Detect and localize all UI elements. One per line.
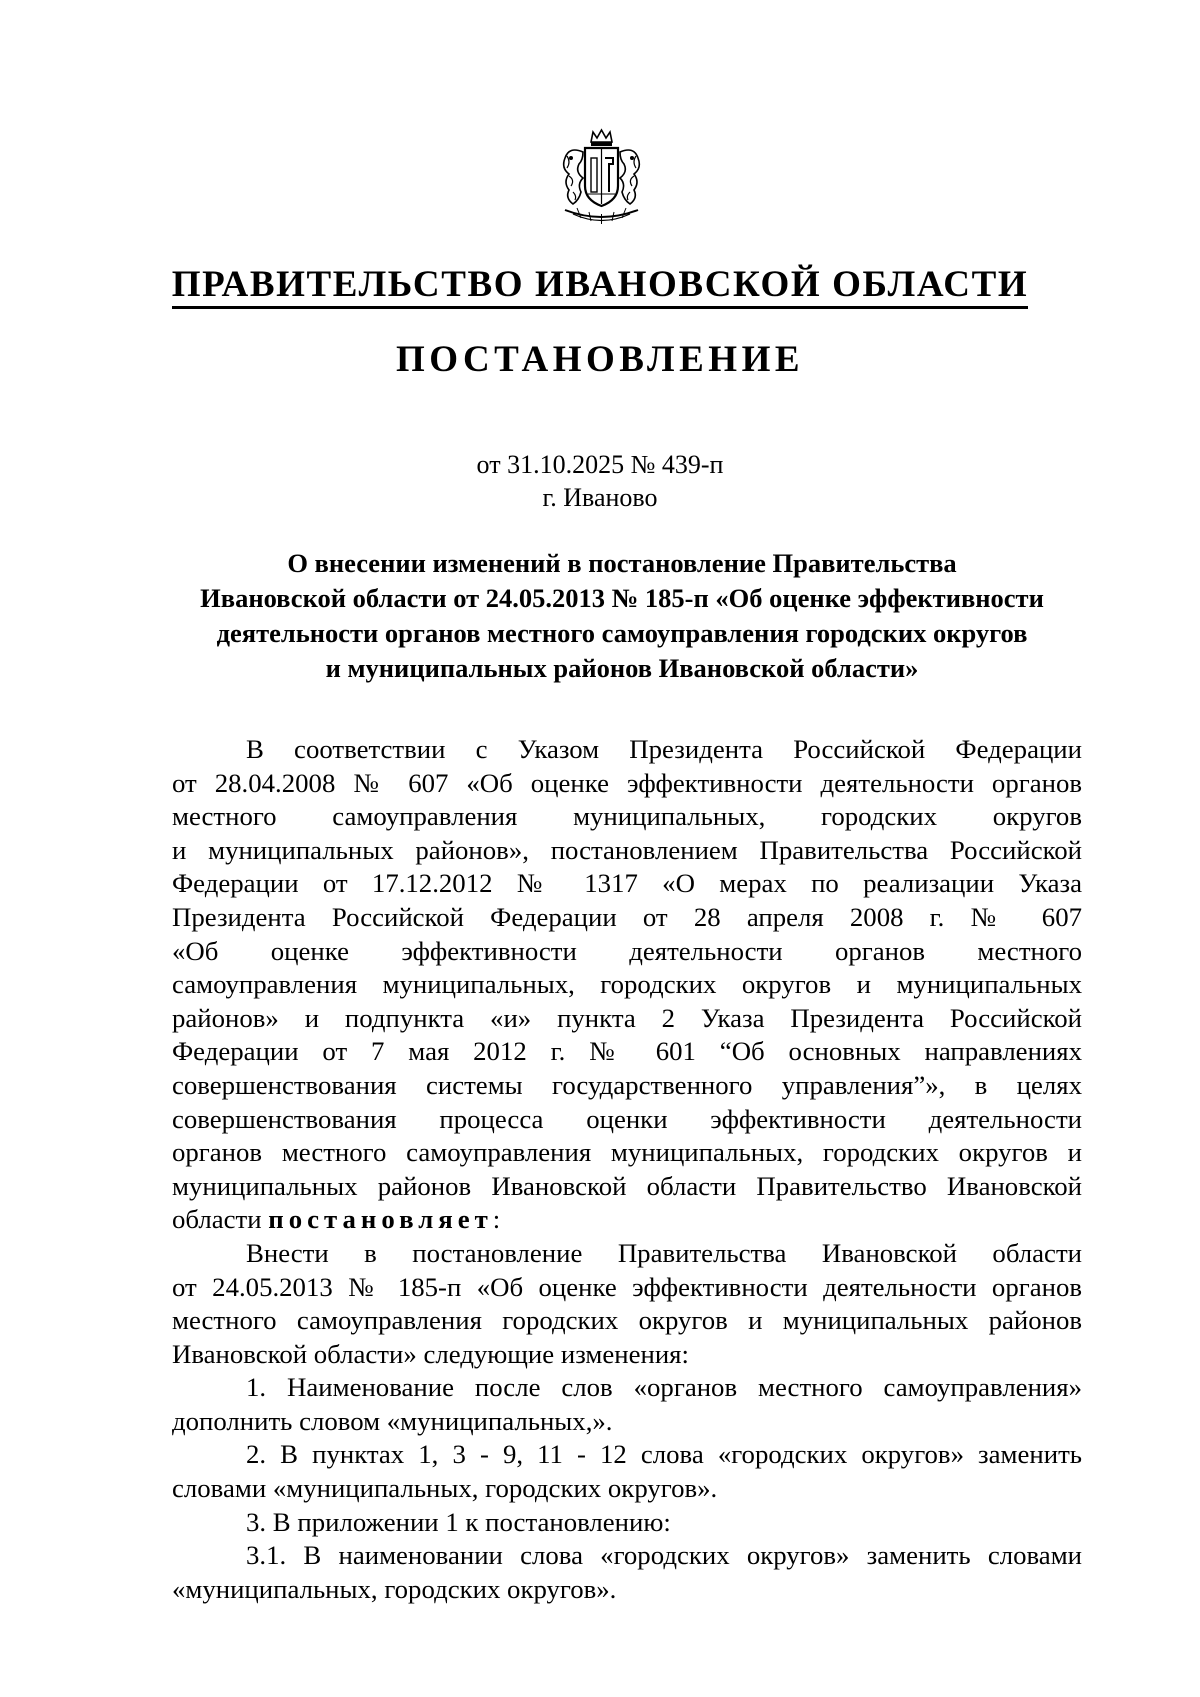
preamble-line: муниципальных районов Ивановской области Правительство Ивановской xyxy=(172,1170,1082,1201)
resolves-word: постановляет xyxy=(268,1204,493,1235)
item-3-1-line: «муниципальных, городских округов». xyxy=(172,1573,617,1604)
subject-line: Ивановской области от 24.05.2013 № 185-п «Об оценке эффективности xyxy=(200,583,1044,613)
preamble-line: местного самоуправления муниципальных, городских округов xyxy=(172,801,1082,832)
subject-line: О внесении изменений в постановление Правительства xyxy=(287,548,957,578)
subject-line: деятельности органов местного самоуправления городских округов xyxy=(216,618,1028,648)
preamble-line: совершенствования системы государственного управления”», в целях xyxy=(172,1069,1082,1100)
introduce-line: Ивановской области» следующие изменения: xyxy=(172,1338,689,1369)
item-1-line: 1. Наименование после слов «органов местного самоуправления» xyxy=(246,1372,1082,1403)
preamble-line: Президента Российской Федерации от 28 апреля 2008 г. № 607 xyxy=(172,901,1082,932)
preamble-line: Федерации от 7 мая 2012 г. № 601 “Об основных направлениях xyxy=(172,1036,1082,1067)
preamble-line: от 28.04.2008 № 607 «Об оценке эффективности деятельности органов xyxy=(172,767,1082,798)
document-date-number: от 31.10.2025 № 439-п xyxy=(476,450,724,479)
preamble-line: «Об оценке эффективности деятельности органов местного xyxy=(172,935,1082,966)
subject-line: и муниципальных районов Ивановской области» xyxy=(325,653,919,683)
item-2-line: 2. В пунктах 1, 3 - 9, 11 - 12 слова «городских округов» заменить xyxy=(246,1439,1082,1470)
preamble-line: районов» и подпункта «и» пункта 2 Указа Президента Российской xyxy=(172,1002,1082,1033)
preamble-line: органов местного самоуправления муниципальных, городских округов и xyxy=(172,1137,1082,1168)
item-1-line: дополнить словом «муниципальных,». xyxy=(172,1405,613,1436)
preamble-last-suffix: : xyxy=(492,1204,501,1235)
preamble-line: В соответствии с Указом Президента Российской Федерации xyxy=(246,734,1082,764)
preamble-line: Федерации от 17.12.2012 № 1317 «О мерах по реализации Указа xyxy=(172,868,1082,899)
coat-of-arms-ivanovo-icon xyxy=(555,128,648,228)
preamble-line: совершенствования процесса оценки эффективности деятельности xyxy=(172,1103,1082,1134)
preamble-line: самоуправления муниципальных, городских округов и муниципальных xyxy=(172,969,1082,1000)
document-body xyxy=(172,733,1082,1606)
preamble-line: и муниципальных районов», постановлением Правительства Российской xyxy=(172,834,1082,865)
organization-title xyxy=(0,262,1200,308)
item-3-line: 3. В приложении 1 к постановлению: xyxy=(246,1506,671,1537)
organization-title-text: ПРАВИТЕЛЬСТВО ИВАНОВСКОЙ ОБЛАСТИ xyxy=(172,264,1029,309)
item-3-1-line: 3.1. В наименовании слова «городских округов» заменить словами xyxy=(246,1540,1082,1571)
introduce-line: от 24.05.2013 № 185-п «Об оценке эффективности деятельности органов xyxy=(172,1271,1082,1302)
introduce-line: местного самоуправления городских округов и муниципальных районов xyxy=(172,1305,1082,1336)
item-2-line: словами «муниципальных, городских округов». xyxy=(172,1473,718,1504)
document-type-heading: ПОСТАНОВЛЕНИЕ xyxy=(395,339,805,380)
document-city: г. Иваново xyxy=(542,483,658,512)
preamble-last-prefix: области xyxy=(172,1204,269,1235)
preamble-resolution-line xyxy=(172,1203,1082,1237)
introduce-line: Внести в постановление Правительства Ивановской области xyxy=(246,1237,1082,1268)
document-subject xyxy=(160,546,1084,686)
